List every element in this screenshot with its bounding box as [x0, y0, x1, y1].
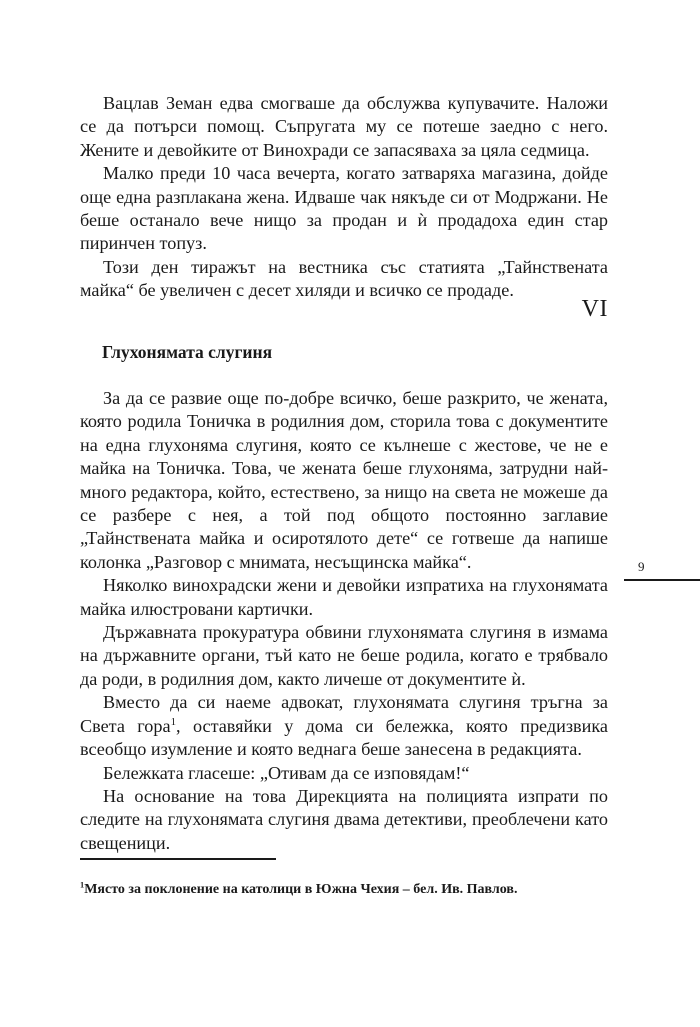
main-text-block	[80, 387, 608, 855]
chapter-number: VI	[581, 296, 608, 322]
paragraph: Държавната прокуратура обвини глухонямата слугиня в измама на държавните органи, тъй като не беше родила, когато е трябвало да роди, в родилния дом, както личеше от документите ѝ.	[80, 622, 608, 689]
paragraph: За да се развие още по-добре всичко, беше разкрито, че жената, която родила Тоничка в родилния дом, сторила това с документите на една глухоняма слугиня, която се кълнеше с жестове, че не е майка на Тоничка. Това, че жената беше глухоняма, затрудни най-много редактора, който, естествено, за нищо на света не можеше да се разбере с нея, а той под общото постоянно заглавие „Тайнствената майка и осиротялото дете“ се готвеше да напише колонка „Разговор с мнимата, несъщинска майка“.	[80, 388, 608, 572]
paragraph-with-footnote	[80, 691, 608, 761]
paragraph: Бележката гласеше: „Отивам да се изповядам!“	[103, 762, 470, 783]
paragraph: Този ден тиражът на вестника със статията „Тайнствената майка“ бе увеличен с десет хиляди и всичко се продаде.	[80, 256, 608, 301]
paragraph-text: , оставяйки у дома си бележка, която предизвика всеобщо изумление и която веднага беше занесена в редакцията.	[80, 715, 609, 760]
footnote-reference: 1	[170, 715, 177, 728]
page-number: 9	[638, 559, 645, 574]
footnote-separator	[80, 858, 276, 860]
paragraph: Малко преди 10 часа вечерта, когато затваряха магазина, дойде още една разплакана жена. Идваше чак някъде си от Модржани. Не беше останало вече нищо за продан и ѝ продадоха един стар пиринчен топуз.	[80, 163, 608, 254]
footnote-marker: 1	[80, 880, 85, 890]
paragraph: На основание на това Дирекцията на полицията изпрати по следите на глухонямата слугиня двама детективи, преоблечени като свещеници.	[80, 785, 608, 853]
page-number-rule	[624, 579, 700, 581]
paragraph: Няколко винохрадски жени и девойки изпратиха на глухонямата майка илюстровани картички.	[80, 575, 608, 619]
paragraph: Вацлав Земан едва смогваше да обслужва купувачите. Наложи се да потърси помощ. Съпругата му се потеше заедно с него. Жените и девойките от Винохради се запасяваха за цяла седмица.	[80, 93, 608, 160]
paragraph-text: Вместо да си наеме адвокат, глухонямата слугиня тръгна за Света гора	[80, 692, 608, 736]
section-title: Глухонямата слугиня	[102, 342, 273, 362]
top-text-block	[80, 92, 608, 303]
footnote-text: Място за поклонение на католици в Южна Чехия – бел. Ив. Павлов.	[84, 882, 518, 897]
footnote	[80, 880, 608, 899]
